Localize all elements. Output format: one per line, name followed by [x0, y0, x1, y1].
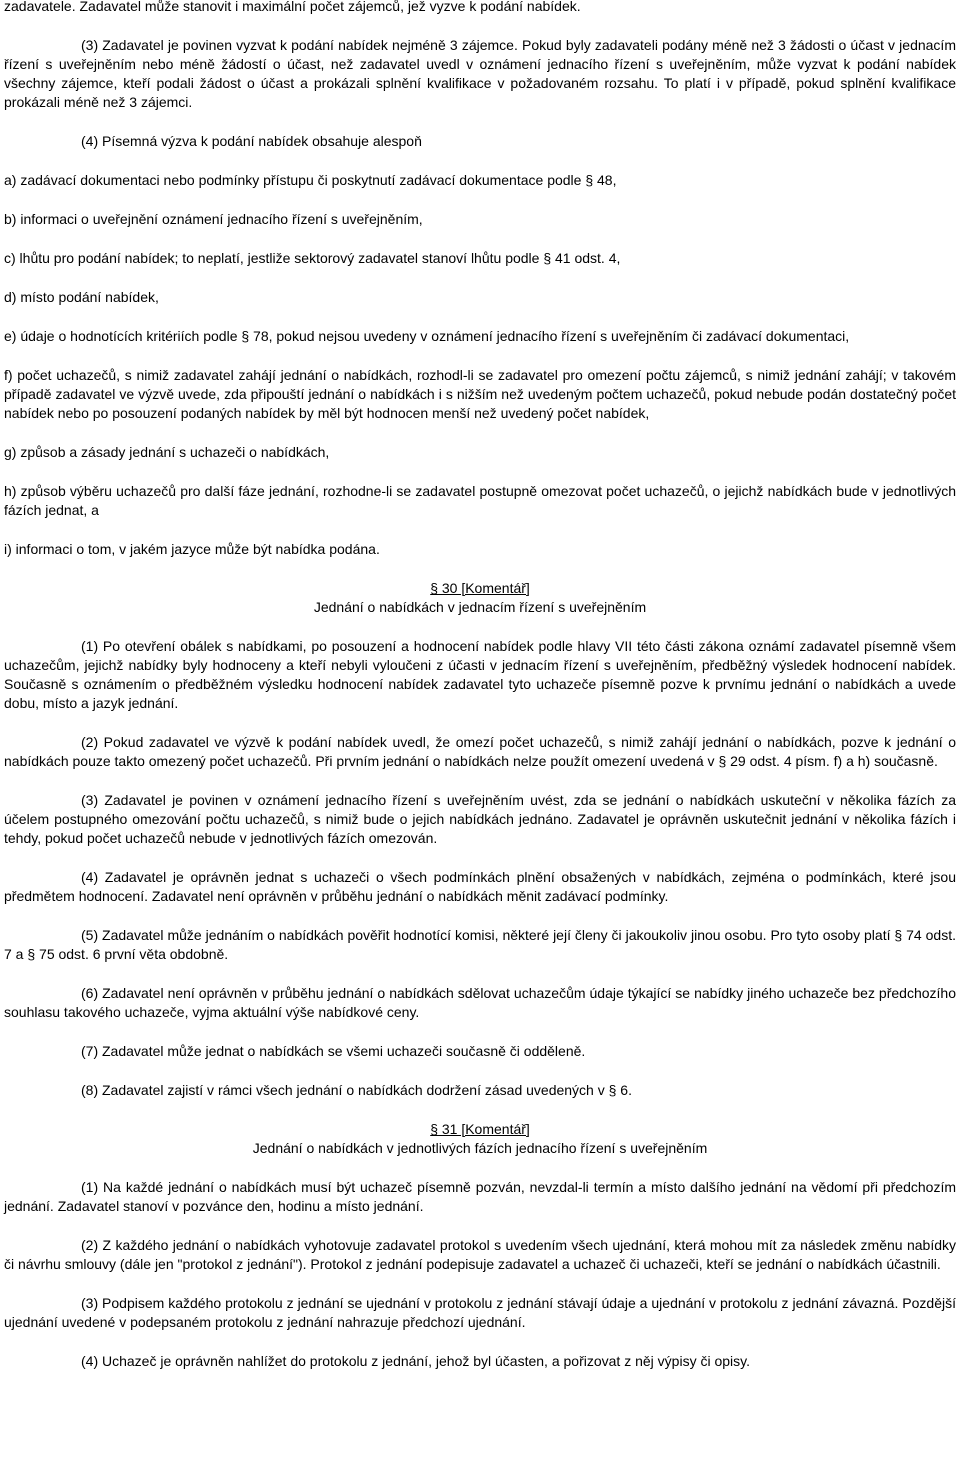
paragraph: (5) Zadavatel může jednáním o nabídkách pověřit hodnotící komisi, některé její členy či jakoukoliv jinou osobu. Pro tyto osoby platí § 74 odst. 7 a § 75 odst. 6 první věta obdobně. [4, 927, 956, 962]
paragraph: (2) Z každého jednání o nabídkách vyhotovuje zadavatel protokol s uvedením všech ujednání, která mohou mít za následek změnu nabídky či návrhu smlouvy (dále jen "protokol z jednání"). Protokol z jednání podepisuje zadavatel a uchazeč či uchazeči, kteří se jednání o nabídkách účastnili. [4, 1237, 956, 1272]
list-item: f) počet uchazečů, s nimiž zadavatel zahájí jednání o nabídkách, rozhodl-li se zadavatel pro omezení počtu zájemců, s nimiž jednání zahájí; v takovém případě zadavatel ve výzvě uvede, zda připouští jednání o nabídkách i s nižším než uvedeným počtem uchazečů, pokud nebude podán dostatečný počet nabídek nebo po posouzení podaných nabídek by měl být hodnocen menší než uvedený počet nabídek, [4, 367, 956, 421]
paragraph: (3) Zadavatel je povinen v oznámení jednacího řízení s uveřejněním uvést, zda se jednání o nabídkách uskuteční v několika fázích za účelem postupného omezování počtu uchazečů, s nimiž bude o jejich nabídkách jednáno. Zadavatel je oprávněn uskutečnit jednání v několika fázích i tehdy, pokud počet uchazečů nebude v jednotlivých fázích omezován. [4, 792, 956, 846]
paragraph: (1) Na každé jednání o nabídkách musí být uchazeč písemně pozván, nevzdal-li termín a místo dalšího jednání na vědomí při předchozím jednání. Zadavatel stanoví v pozvánce den, hodinu a místo jednání. [4, 1179, 956, 1214]
list-item: a) zadávací dokumentaci nebo podmínky přístupu či poskytnutí zadávací dokumentace podle § 48, [4, 172, 617, 188]
section-heading-31 [4, 1120, 956, 1158]
list-item: d) místo podání nabídek, [4, 289, 159, 305]
paragraph: zadavatele. Zadavatel může stanovit i maximální počet zájemců, jež vyzve k podání nabídek. [4, 0, 581, 14]
paragraph: (6) Zadavatel není oprávněn v průběhu jednání o nabídkách sdělovat uchazečům údaje týkající se nabídky jiného uchazeče bez předchozího souhlasu takového uchazeče, vyjma aktuální výše nabídkové ceny. [4, 985, 956, 1020]
paragraph: (2) Pokud zadavatel ve výzvě k podání nabídek uvedl, že omezí počet uchazečů, s nimiž zahájí jednání o nabídkách, pozve k jednání o nabídkách pouze takto omezený počet uchazečů. Při prvním jednání o nabídkách nelze použít omezení uvedená v § 29 odst. 4 písm. f) a h) současně. [4, 734, 956, 769]
list-item: g) způsob a zásady jednání s uchazeči o nabídkách, [4, 444, 330, 460]
paragraph: (4) Zadavatel je oprávněn jednat s uchazeči o všech podmínkách plnění obsažených v nabídkách, zejména o podmínkách, které jsou předmětem hodnocení. Zadavatel není oprávněn v průběhu jednání o nabídkách měnit zadávací podmínky. [4, 869, 956, 904]
paragraph: (3) Podpisem každého protokolu z jednání se ujednání v protokolu z jednání stávají údaje a ujednání v protokolu z jednání závazná. Pozdější ujednání uvedené v podepsaném protokolu z jednání nahrazuje předchozí ujednání. [4, 1295, 956, 1330]
section-title: Jednání o nabídkách v jednacím řízení s uveřejněním [313, 599, 647, 615]
paragraph: (4) Uchazeč je oprávněn nahlížet do protokolu z jednání, jehož byl účasten, a pořizovat z něj výpisy či opisy. [81, 1353, 750, 1369]
section-heading-30 [4, 579, 956, 617]
section-number-link[interactable]: § 31 [Komentář] [430, 1121, 530, 1137]
paragraph: (4) Písemná výzva k podání nabídek obsahuje alespoň [81, 133, 422, 149]
paragraph: (8) Zadavatel zajistí v rámci všech jednání o nabídkách dodržení zásad uvedených v § 6. [81, 1082, 632, 1098]
paragraph: (3) Zadavatel je povinen vyzvat k podání nabídek nejméně 3 zájemce. Pokud byly zadavateli podány méně než 3 žádosti o účast v jednacím řízení s uveřejněním nebo méně žádostí o účast, než zadavatel uvedl v oznámení jednacího řízení s uveřejněním, může vyzvat k podání nabídek všechny zájemce, kteří podali žádost o účast a prokázali splnění kvalifikace v požadovaném rozsahu. To platí i v případě, pokud splnění kvalifikace prokázali méně než 3 zájemci. [4, 37, 956, 110]
paragraph: (1) Po otevření obálek s nabídkami, po posouzení a hodnocení nabídek podle hlavy VII této části zákona oznámí zadavatel písemně všem uchazečům, jejichž nabídky byly hodnoceny a kteří nebyli vyloučeni z účasti v jednacím řízení s uveřejněním, předběžný výsledek hodnocení nabídek. Současně s oznámením o předběžném výsledku hodnocení nabídek zadavatel tyto uchazeče písemně pozve k prvnímu jednání o nabídkách a uvede dobu, místo a jazyk jednání. [4, 638, 956, 711]
list-item: i) informaci o tom, v jakém jazyce může být nabídka podána. [4, 541, 380, 557]
list-item: e) údaje o hodnotících kritériích podle § 78, pokud nejsou uvedeny v oznámení jednacího řízení s uveřejněním či zadávací dokumentaci, [4, 328, 850, 344]
list-item: b) informaci o uveřejnění oznámení jednacího řízení s uveřejněním, [4, 211, 423, 227]
section-title: Jednání o nabídkách v jednotlivých fázích jednacího řízení s uveřejněním [252, 1140, 708, 1156]
section-number-link[interactable]: § 30 [Komentář] [430, 580, 530, 596]
list-item: c) lhůtu pro podání nabídek; to neplatí, jestliže sektorový zadavatel stanoví lhůtu podle § 41 odst. 4, [4, 250, 621, 266]
list-item: h) způsob výběru uchazečů pro další fáze jednání, rozhodne-li se zadavatel postupně omezovat počet uchazečů, o jejichž nabídkách bude v jednotlivých fázích jednat, a [4, 483, 956, 518]
paragraph: (7) Zadavatel může jednat o nabídkách se všemi uchazeči současně či odděleně. [81, 1043, 586, 1059]
